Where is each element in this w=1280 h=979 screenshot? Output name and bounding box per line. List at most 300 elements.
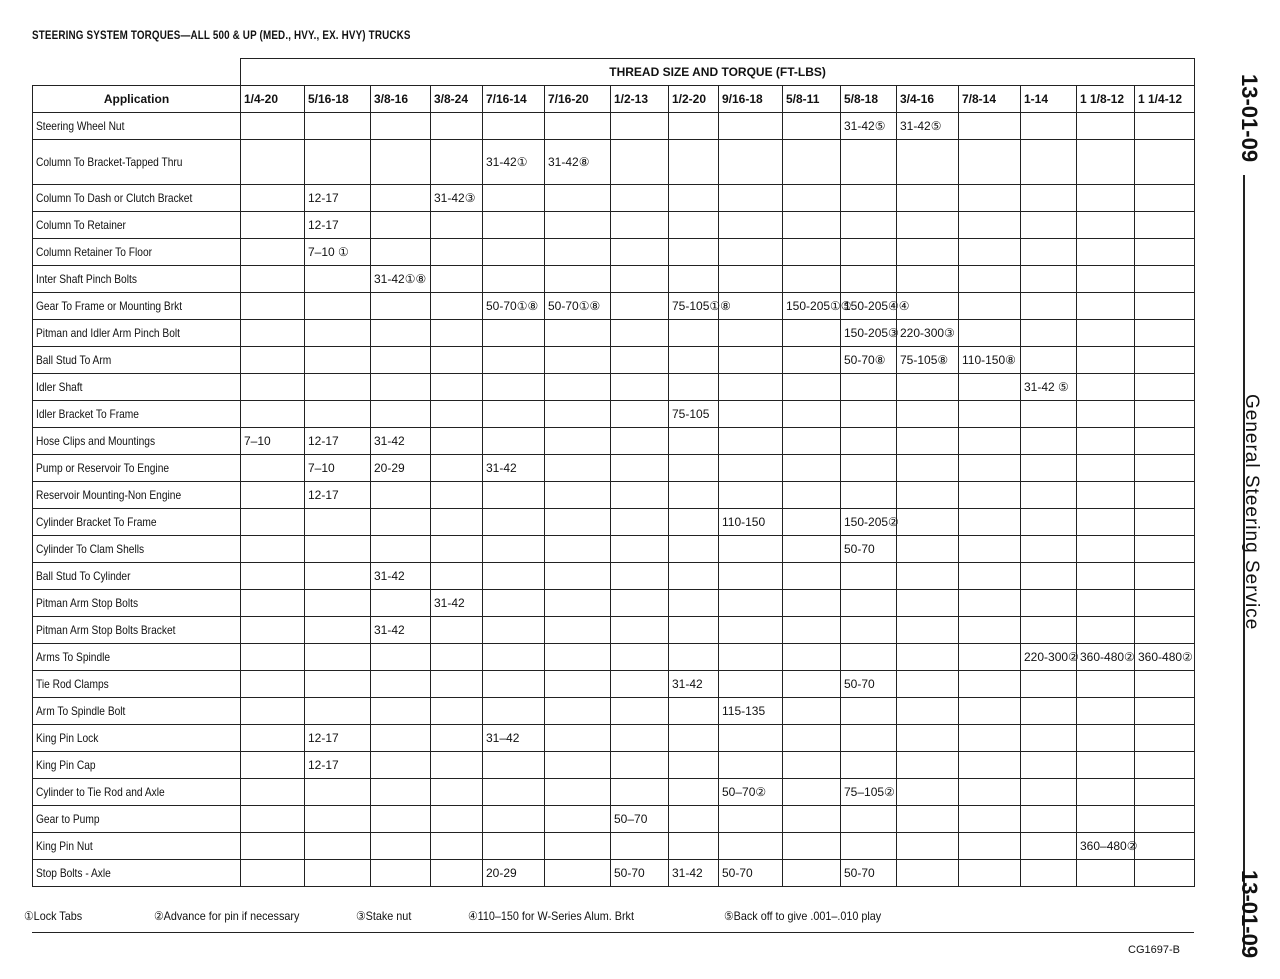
- torque-cell: [841, 184, 897, 211]
- torque-cell: [719, 211, 783, 238]
- torque-cell: 75-105⑧: [897, 346, 959, 373]
- torque-cell: [897, 562, 959, 589]
- torque-cell: [897, 589, 959, 616]
- torque-cell: [431, 454, 483, 481]
- column-header: 7/16-14: [483, 85, 545, 112]
- torque-cell: [669, 346, 719, 373]
- torque-cell: 50-70: [611, 859, 669, 886]
- torque-cell: [783, 319, 841, 346]
- torque-cell: [783, 859, 841, 886]
- torque-cell: [371, 670, 431, 697]
- footnote-1: ①Lock Tabs: [24, 909, 83, 923]
- torque-cell: [241, 454, 305, 481]
- torque-cell: [611, 832, 669, 859]
- torque-cell: [897, 211, 959, 238]
- application-cell: [33, 454, 241, 481]
- torque-cell: [669, 751, 719, 778]
- torque-cell: 31-42: [431, 589, 483, 616]
- torque-cell: [611, 454, 669, 481]
- application-label: Column To Bracket-Tapped Thru: [36, 154, 183, 169]
- torque-cell: 31-42①⑧: [371, 265, 431, 292]
- torque-cell: [305, 805, 371, 832]
- torque-cell: [1077, 859, 1135, 886]
- torque-cell: [783, 562, 841, 589]
- torque-cell: [719, 184, 783, 211]
- torque-cell: [719, 670, 783, 697]
- torque-cell: [1021, 454, 1077, 481]
- torque-cell: [841, 454, 897, 481]
- application-label: King Pin Nut: [36, 838, 93, 853]
- torque-cell: [1021, 562, 1077, 589]
- torque-cell: [1135, 724, 1195, 751]
- footnote-3: ③Stake nut: [356, 909, 412, 923]
- torque-cell: [783, 400, 841, 427]
- torque-cell: 31–42: [483, 724, 545, 751]
- torque-cell: 150-205①⑤: [783, 292, 841, 319]
- table-row: [33, 751, 1195, 778]
- torque-cell: [611, 697, 669, 724]
- torque-cell: [897, 535, 959, 562]
- torque-cell: [897, 508, 959, 535]
- torque-cell: [783, 670, 841, 697]
- application-cell: [33, 832, 241, 859]
- torque-cell: [431, 751, 483, 778]
- application-cell: [33, 589, 241, 616]
- torque-cell: [545, 751, 611, 778]
- torque-cell: [1077, 805, 1135, 832]
- torque-cell: [897, 697, 959, 724]
- torque-cell: 31-42③: [431, 184, 483, 211]
- torque-cell: [431, 508, 483, 535]
- torque-cell: [783, 238, 841, 265]
- torque-cell: [483, 535, 545, 562]
- application-cell: [33, 616, 241, 643]
- torque-cell: [545, 184, 611, 211]
- column-header: 3/4-16: [897, 85, 959, 112]
- torque-cell: [669, 535, 719, 562]
- torque-cell: [669, 184, 719, 211]
- application-label: Column To Dash or Clutch Bracket: [36, 190, 193, 205]
- column-header: 1/4-20: [241, 85, 305, 112]
- torque-cell: [431, 616, 483, 643]
- application-cell: [33, 697, 241, 724]
- torque-cell: [1135, 238, 1195, 265]
- torque-cell: [1077, 427, 1135, 454]
- table-row: [33, 373, 1195, 400]
- torque-cell: [669, 427, 719, 454]
- torque-cell: [719, 238, 783, 265]
- torque-cell: [1021, 778, 1077, 805]
- torque-cell: [719, 427, 783, 454]
- torque-cell: [241, 832, 305, 859]
- torque-cell: [719, 616, 783, 643]
- torque-cell: [669, 778, 719, 805]
- torque-cell: [719, 643, 783, 670]
- torque-cell: 12-17: [305, 724, 371, 751]
- torque-cell: [959, 265, 1021, 292]
- torque-cell: [611, 427, 669, 454]
- torque-cell: [371, 112, 431, 139]
- torque-cell: [483, 211, 545, 238]
- torque-cell: [669, 319, 719, 346]
- torque-cell: [669, 805, 719, 832]
- torque-cell: [431, 778, 483, 805]
- torque-cell: [1135, 292, 1195, 319]
- torque-cell: [545, 454, 611, 481]
- torque-cell: [719, 265, 783, 292]
- torque-cell: [841, 139, 897, 184]
- torque-cell: [545, 778, 611, 805]
- torque-cell: [1135, 346, 1195, 373]
- torque-cell: 20-29: [483, 859, 545, 886]
- table-row: [33, 562, 1195, 589]
- application-cell: [33, 346, 241, 373]
- torque-cell: 150-205②: [841, 508, 897, 535]
- torque-cell: [719, 400, 783, 427]
- torque-cell: [371, 400, 431, 427]
- application-cell: [33, 805, 241, 832]
- application-label: Hose Clips and Mountings: [36, 433, 156, 448]
- torque-cell: [371, 508, 431, 535]
- torque-cell: [483, 238, 545, 265]
- torque-cell: [1135, 562, 1195, 589]
- application-cell: [33, 238, 241, 265]
- torque-cell: [1077, 454, 1135, 481]
- torque-cell: [1021, 589, 1077, 616]
- torque-cell: [1077, 211, 1135, 238]
- torque-cell: 31-42: [669, 859, 719, 886]
- torque-cell: [483, 778, 545, 805]
- torque-cell: [371, 724, 431, 751]
- table-row: [33, 319, 1195, 346]
- torque-cell: [611, 238, 669, 265]
- torque-cell: [305, 400, 371, 427]
- torque-cell: [669, 373, 719, 400]
- table-row: [33, 112, 1195, 139]
- torque-cell: [431, 481, 483, 508]
- application-cell: [33, 319, 241, 346]
- torque-cell: [545, 112, 611, 139]
- torque-cell: 31-42①: [483, 139, 545, 184]
- torque-cell: [241, 238, 305, 265]
- torque-cell: [959, 751, 1021, 778]
- torque-cell: 7–10: [305, 454, 371, 481]
- torque-cell: [545, 400, 611, 427]
- torque-cell: [431, 238, 483, 265]
- torque-cell: [959, 400, 1021, 427]
- torque-cell: [305, 562, 371, 589]
- torque-cell: [371, 139, 431, 184]
- torque-cell: [1021, 265, 1077, 292]
- column-header: 9/16-18: [719, 85, 783, 112]
- torque-cell: [483, 184, 545, 211]
- torque-cell: [1135, 481, 1195, 508]
- torque-cell: 150-205③: [841, 319, 897, 346]
- torque-table: [32, 58, 1195, 887]
- torque-cell: [241, 481, 305, 508]
- torque-cell: [371, 481, 431, 508]
- table-row: [33, 589, 1195, 616]
- torque-cell: [1077, 292, 1135, 319]
- torque-cell: [241, 562, 305, 589]
- torque-cell: [1135, 184, 1195, 211]
- torque-cell: [241, 535, 305, 562]
- torque-cell: [897, 238, 959, 265]
- torque-cell: [483, 319, 545, 346]
- torque-cell: [959, 562, 1021, 589]
- application-cell: [33, 535, 241, 562]
- torque-cell: [241, 112, 305, 139]
- torque-cell: [305, 319, 371, 346]
- torque-cell: [1135, 670, 1195, 697]
- application-label: Reservoir Mounting-Non Engine: [36, 487, 182, 502]
- torque-cell: [431, 112, 483, 139]
- table-row: [33, 184, 1195, 211]
- torque-cell: [545, 859, 611, 886]
- application-label: Cylinder to Tie Rod and Axle: [36, 784, 165, 799]
- column-header: 1 1/4-12: [1135, 85, 1195, 112]
- torque-cell: [1077, 265, 1135, 292]
- torque-cell: [611, 139, 669, 184]
- application-label: Arm To Spindle Bolt: [36, 703, 126, 718]
- application-label: Gear to Pump: [36, 811, 100, 826]
- torque-cell: [897, 427, 959, 454]
- torque-cell: 110-150: [719, 508, 783, 535]
- torque-cell: [545, 724, 611, 751]
- torque-cell: [719, 454, 783, 481]
- torque-cell: [841, 616, 897, 643]
- torque-cell: [1021, 724, 1077, 751]
- torque-cell: [241, 589, 305, 616]
- torque-cell: [241, 211, 305, 238]
- torque-cell: [897, 859, 959, 886]
- column-header: 3/8-24: [431, 85, 483, 112]
- torque-cell: [959, 724, 1021, 751]
- torque-cell: [545, 265, 611, 292]
- torque-cell: [305, 508, 371, 535]
- torque-cell: [719, 481, 783, 508]
- torque-cell: 110-150⑧: [959, 346, 1021, 373]
- table-row: [33, 427, 1195, 454]
- torque-cell: [841, 643, 897, 670]
- torque-cell: [1135, 508, 1195, 535]
- torque-cell: [611, 346, 669, 373]
- torque-cell: [431, 373, 483, 400]
- torque-cell: [783, 724, 841, 751]
- torque-cell: [1077, 400, 1135, 427]
- torque-cell: [241, 778, 305, 805]
- torque-cell: [483, 508, 545, 535]
- application-cell: [33, 427, 241, 454]
- application-cell: [33, 751, 241, 778]
- torque-cell: [783, 832, 841, 859]
- torque-cell: [1021, 292, 1077, 319]
- torque-cell: [241, 184, 305, 211]
- torque-cell: [305, 778, 371, 805]
- torque-cell: [1135, 112, 1195, 139]
- torque-cell: 12-17: [305, 427, 371, 454]
- torque-cell: [959, 508, 1021, 535]
- torque-cell: [841, 211, 897, 238]
- torque-cell: [241, 139, 305, 184]
- torque-cell: [241, 616, 305, 643]
- torque-cell: [545, 805, 611, 832]
- application-cell: [33, 778, 241, 805]
- torque-cell: [1077, 319, 1135, 346]
- table-row: [33, 616, 1195, 643]
- table-row: [33, 778, 1195, 805]
- application-label: King Pin Cap: [36, 757, 96, 772]
- torque-cell: 12-17: [305, 184, 371, 211]
- torque-cell: [1021, 481, 1077, 508]
- torque-cell: [959, 292, 1021, 319]
- torque-cell: [611, 112, 669, 139]
- torque-cell: [841, 589, 897, 616]
- torque-cell: [959, 373, 1021, 400]
- figure-code: CG1697-B: [1128, 944, 1180, 956]
- torque-cell: [1135, 589, 1195, 616]
- torque-cell: [1135, 427, 1195, 454]
- torque-cell: [719, 373, 783, 400]
- torque-cell: [1021, 832, 1077, 859]
- table-row: [33, 292, 1195, 319]
- torque-cell: [783, 427, 841, 454]
- torque-cell: [241, 373, 305, 400]
- torque-cell: [431, 724, 483, 751]
- torque-cell: [305, 292, 371, 319]
- torque-cell: [719, 805, 783, 832]
- torque-cell: [371, 184, 431, 211]
- torque-cell: [611, 562, 669, 589]
- application-label: Ball Stud To Cylinder: [36, 568, 131, 583]
- torque-cell: 31-42: [669, 670, 719, 697]
- torque-cell: [305, 616, 371, 643]
- torque-cell: [1021, 670, 1077, 697]
- torque-cell: [611, 508, 669, 535]
- table-row: [33, 832, 1195, 859]
- torque-cell: [959, 859, 1021, 886]
- torque-cell: 50-70: [841, 859, 897, 886]
- torque-cell: [371, 346, 431, 373]
- torque-cell: [431, 562, 483, 589]
- torque-cell: [305, 535, 371, 562]
- torque-cell: [545, 346, 611, 373]
- torque-cell: [483, 112, 545, 139]
- torque-cell: [545, 481, 611, 508]
- torque-cell: [1135, 535, 1195, 562]
- torque-cell: [959, 805, 1021, 832]
- torque-cell: [483, 670, 545, 697]
- application-label: Gear To Frame or Mounting Brkt: [36, 298, 183, 313]
- torque-cell: [371, 697, 431, 724]
- torque-cell: [1135, 373, 1195, 400]
- torque-cell: [783, 697, 841, 724]
- torque-cell: [1077, 751, 1135, 778]
- torque-cell: 31-42 ⑤: [1021, 373, 1077, 400]
- torque-cell: [371, 373, 431, 400]
- torque-cell: [611, 292, 669, 319]
- torque-cell: [783, 616, 841, 643]
- torque-cell: [483, 616, 545, 643]
- torque-cell: [1135, 139, 1195, 184]
- table-row: [33, 265, 1195, 292]
- torque-cell: [483, 832, 545, 859]
- torque-cell: [431, 400, 483, 427]
- page-number-top: 13-01-09: [1237, 74, 1262, 163]
- torque-cell: [611, 616, 669, 643]
- table-row: [33, 724, 1195, 751]
- torque-cell: [241, 508, 305, 535]
- torque-cell: [1077, 670, 1135, 697]
- torque-cell: [783, 805, 841, 832]
- torque-cell: [241, 751, 305, 778]
- torque-cell: [669, 697, 719, 724]
- torque-cell: [545, 238, 611, 265]
- torque-cell: [719, 319, 783, 346]
- application-cell: [33, 670, 241, 697]
- torque-cell: [897, 481, 959, 508]
- torque-cell: 115-135: [719, 697, 783, 724]
- torque-cell: [1135, 319, 1195, 346]
- torque-cell: [611, 481, 669, 508]
- application-cell: [33, 265, 241, 292]
- table-row: [33, 859, 1195, 886]
- table-row: [33, 139, 1195, 184]
- torque-cell: [545, 319, 611, 346]
- torque-cell: [483, 751, 545, 778]
- torque-cell: [431, 292, 483, 319]
- torque-cell: [241, 859, 305, 886]
- torque-cell: [669, 724, 719, 751]
- application-label: Cylinder To Clam Shells: [36, 541, 145, 556]
- application-cell: [33, 211, 241, 238]
- application-cell: [33, 184, 241, 211]
- torque-cell: [959, 454, 1021, 481]
- torque-cell: 50-70①⑧: [545, 292, 611, 319]
- torque-cell: [431, 211, 483, 238]
- torque-cell: [1021, 346, 1077, 373]
- torque-cell: [959, 535, 1021, 562]
- torque-cell: [1021, 238, 1077, 265]
- torque-cell: [669, 481, 719, 508]
- torque-cell: [1135, 697, 1195, 724]
- torque-cell: [1021, 427, 1077, 454]
- torque-cell: 75-105①⑧: [669, 292, 719, 319]
- torque-cell: [371, 292, 431, 319]
- torque-cell: [305, 670, 371, 697]
- torque-cell: [1077, 616, 1135, 643]
- torque-cell: [897, 751, 959, 778]
- torque-cell: [611, 643, 669, 670]
- torque-cell: [1021, 319, 1077, 346]
- torque-cell: [783, 778, 841, 805]
- torque-cell: [545, 508, 611, 535]
- torque-cell: [241, 697, 305, 724]
- torque-cell: [371, 805, 431, 832]
- torque-cell: [841, 400, 897, 427]
- torque-cell: 31-42⑤: [897, 112, 959, 139]
- application-label: Arms To Spindle: [36, 649, 111, 664]
- torque-cell: [611, 751, 669, 778]
- application-header: Application: [33, 85, 241, 112]
- torque-cell: [719, 724, 783, 751]
- torque-cell: [611, 589, 669, 616]
- torque-cell: [305, 373, 371, 400]
- torque-cell: [483, 562, 545, 589]
- application-label: Inter Shaft Pinch Bolts: [36, 271, 137, 286]
- torque-cell: [959, 697, 1021, 724]
- column-header: 5/8-18: [841, 85, 897, 112]
